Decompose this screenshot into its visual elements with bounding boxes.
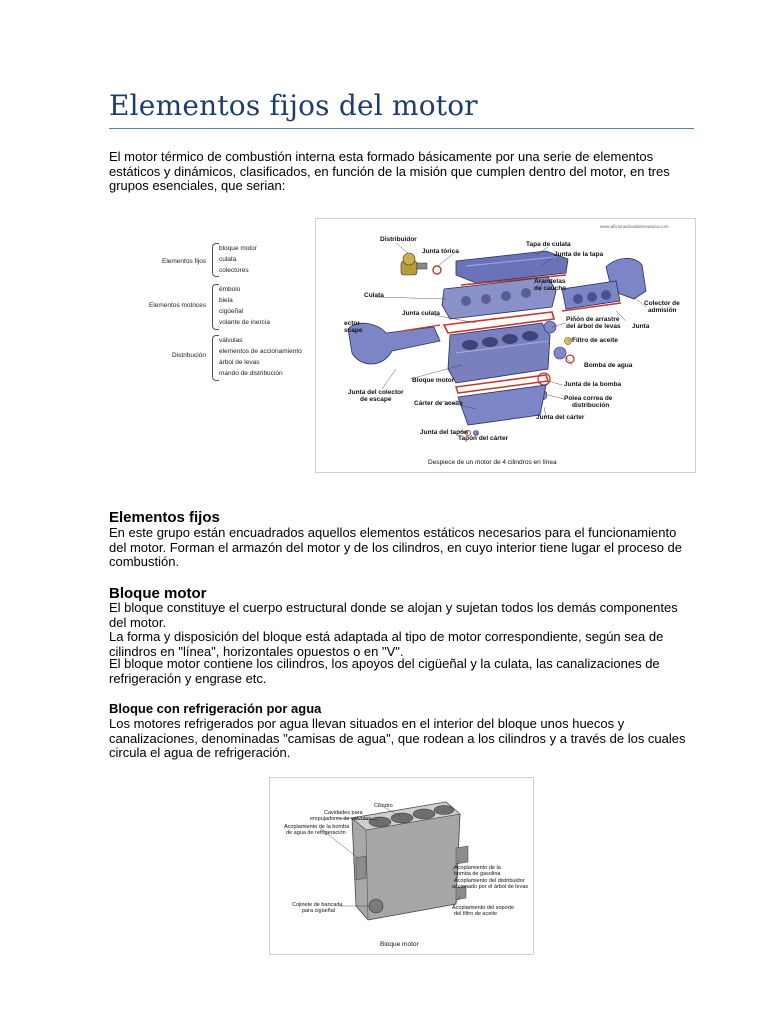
label-de-caucho: de caucho — [534, 285, 567, 292]
heading-refrigeracion-agua: Bloque con refrigeración por agua — [109, 701, 322, 716]
group-bracket — [212, 243, 219, 277]
label-junta-tapa: Junta de la tapa — [554, 251, 604, 258]
label-polea-correa: Polea correa de — [564, 395, 613, 402]
engine-exploded-illustration — [316, 219, 695, 472]
label-colector-admision: Colector de — [644, 300, 680, 307]
group-item: culata — [219, 256, 237, 263]
label-acopl-bomba-2: de agua de refrigeración — [286, 830, 346, 836]
label-acopl-gasolina: Acoplamiento de la — [454, 865, 501, 871]
group-item: biela — [219, 297, 233, 304]
label-colector-admision-2: admisión — [648, 307, 677, 314]
label-arandelas: Arandelas — [534, 278, 566, 285]
label-bloque-motor: Bloque motor — [412, 377, 455, 384]
label-acopl-bomba: Acoplamiento de la bomba — [284, 824, 350, 830]
engine-block-figure — [269, 777, 534, 955]
intro-paragraph: El motor térmico de combustión interna esta formado básicamente por una serie de elementos estáticos y dinámicos, clasificados, en función de la misión que cumplen dentro del motor, en tres grupos esenciales, que serian: — [109, 149, 670, 193]
label-distribuidor: Distribuidor — [380, 236, 417, 243]
paragraph-bloque-1: El bloque constituye el cuerpo estructural donde se alojan y sujetan todos los demás componentes del motor. — [109, 600, 678, 630]
label-culata: Culata — [364, 292, 384, 299]
label-cavidades-2: empujadores de válvulas — [310, 816, 371, 822]
group-item: colectores — [219, 267, 249, 274]
label-junta-colector-2: de escape — [360, 396, 392, 403]
group-bracket — [212, 284, 219, 330]
label-junta-tapon: Junta del tapón — [420, 429, 469, 436]
label-junta-colector: Junta del colector — [348, 389, 404, 396]
group-label-distribucion: Distribución — [172, 352, 206, 359]
group-item: volante de inercia — [219, 319, 270, 326]
label-cojinete-2: para cigüeñal — [302, 908, 336, 914]
intake-manifold-drawing — [562, 258, 646, 311]
label-junta-carter: Junta del cárter — [536, 414, 585, 421]
group-item: émbolo — [219, 286, 241, 293]
engine-exploded-figure — [315, 218, 696, 473]
heading-bloque-motor: Bloque motor — [109, 585, 207, 602]
group-bracket — [212, 335, 219, 381]
label-acopl-filtro: Acoplamiento del soporte — [452, 905, 515, 911]
label-junta-bomba: Junta de la bomba — [564, 381, 622, 388]
group-item: válvulas — [219, 337, 243, 344]
paragraph-bloque-3: El bloque motor contiene los cilindros, los apoyos del cigüeñal y la culata, las canalizaciones de refrigeración y engrase etc. — [109, 656, 660, 686]
label-acopl-gasolina-2: bomba de gasolina — [454, 871, 501, 877]
group-item: bloque motor — [219, 245, 257, 252]
figure2-caption: Bloque motor — [380, 941, 419, 948]
label-tapon-carter: Tapón del cárter — [458, 435, 509, 442]
engine-block-drawing — [448, 323, 550, 383]
group-item: árbol de levas — [219, 359, 260, 366]
page-title: Elementos fijos del motor — [109, 89, 478, 122]
label-cilindro: Cilindro — [374, 803, 393, 809]
paragraph-refrigeracion-agua: Los motores refrigerados por agua llevan situados en el interior del bloque unos huecos y canalizaciones, denominadas "camisas de agua", que rodean a los cilindros y a través de los cuales circula el agua de refrigeración. — [109, 716, 686, 760]
label-cojinete: Cojinete de bancada — [292, 902, 343, 908]
engine-block-illustration — [270, 778, 533, 954]
group-label-fijos: Elementos fijos — [162, 258, 207, 265]
label-filtro-aceite: Filtro de aceite — [572, 337, 618, 344]
group-label-motrices: Elementos motrices — [149, 302, 207, 309]
classification-diagram — [140, 240, 315, 385]
paragraph-bloque-2: La forma y disposición del bloque está adaptada al tipo de motor correspondiente, según sea de cilindros en "línea", horizontales opuestos o en "V". — [109, 629, 664, 659]
label-junta-culata: Junta culata — [402, 310, 440, 317]
label-pinon-arrastre: Piñón de arrastre — [566, 316, 620, 323]
distributor-drawing — [401, 253, 441, 275]
group-item: elementos de accionamiento — [219, 348, 302, 355]
group-item: cigüeñal — [219, 308, 244, 315]
group-item: mando de distribución — [219, 370, 283, 377]
heading-elementos-fijos: Elementos fijos — [109, 509, 220, 526]
label-junta: Junta — [632, 323, 650, 330]
figure-watermark: www.aficionadosalamecanica.com — [600, 224, 669, 229]
paragraph-elementos-fijos: En este grupo están encuadrados aquellos elementos estáticos necesarios para el funcionamiento del motor. Forman el armazón del motor y de los cilindros, en cuyo interior tiene lugar el proceso de combustión. — [109, 525, 683, 569]
label-acopl-distribuidor: Acoplamiento del distribuidor — [454, 878, 525, 884]
label-bomba-agua: Bomba de agua — [584, 362, 633, 369]
label-carter-aceite: Cárter de aceite — [414, 400, 463, 407]
label-junta-torica: Junta tórica — [422, 248, 459, 255]
label-tapa-culata: Tapa de culata — [526, 241, 571, 248]
label-acopl-filtro-2: del filtro de aceite — [454, 911, 498, 917]
title-underline — [109, 128, 694, 129]
label-polea-distribucion: distribución — [572, 402, 610, 409]
label-acopl-distribuidor-2: accionado por el árbol de levas — [452, 884, 529, 890]
label-colector-escape-2: scape — [344, 327, 363, 334]
label-cavidades: Cavidades para — [324, 810, 363, 816]
figure-caption: Despiece de un motor de 4 cilindros en línea — [428, 459, 557, 466]
label-colector-escape: ector — [344, 320, 360, 327]
label-pinon-arbol: del árbol de levas — [566, 323, 621, 330]
